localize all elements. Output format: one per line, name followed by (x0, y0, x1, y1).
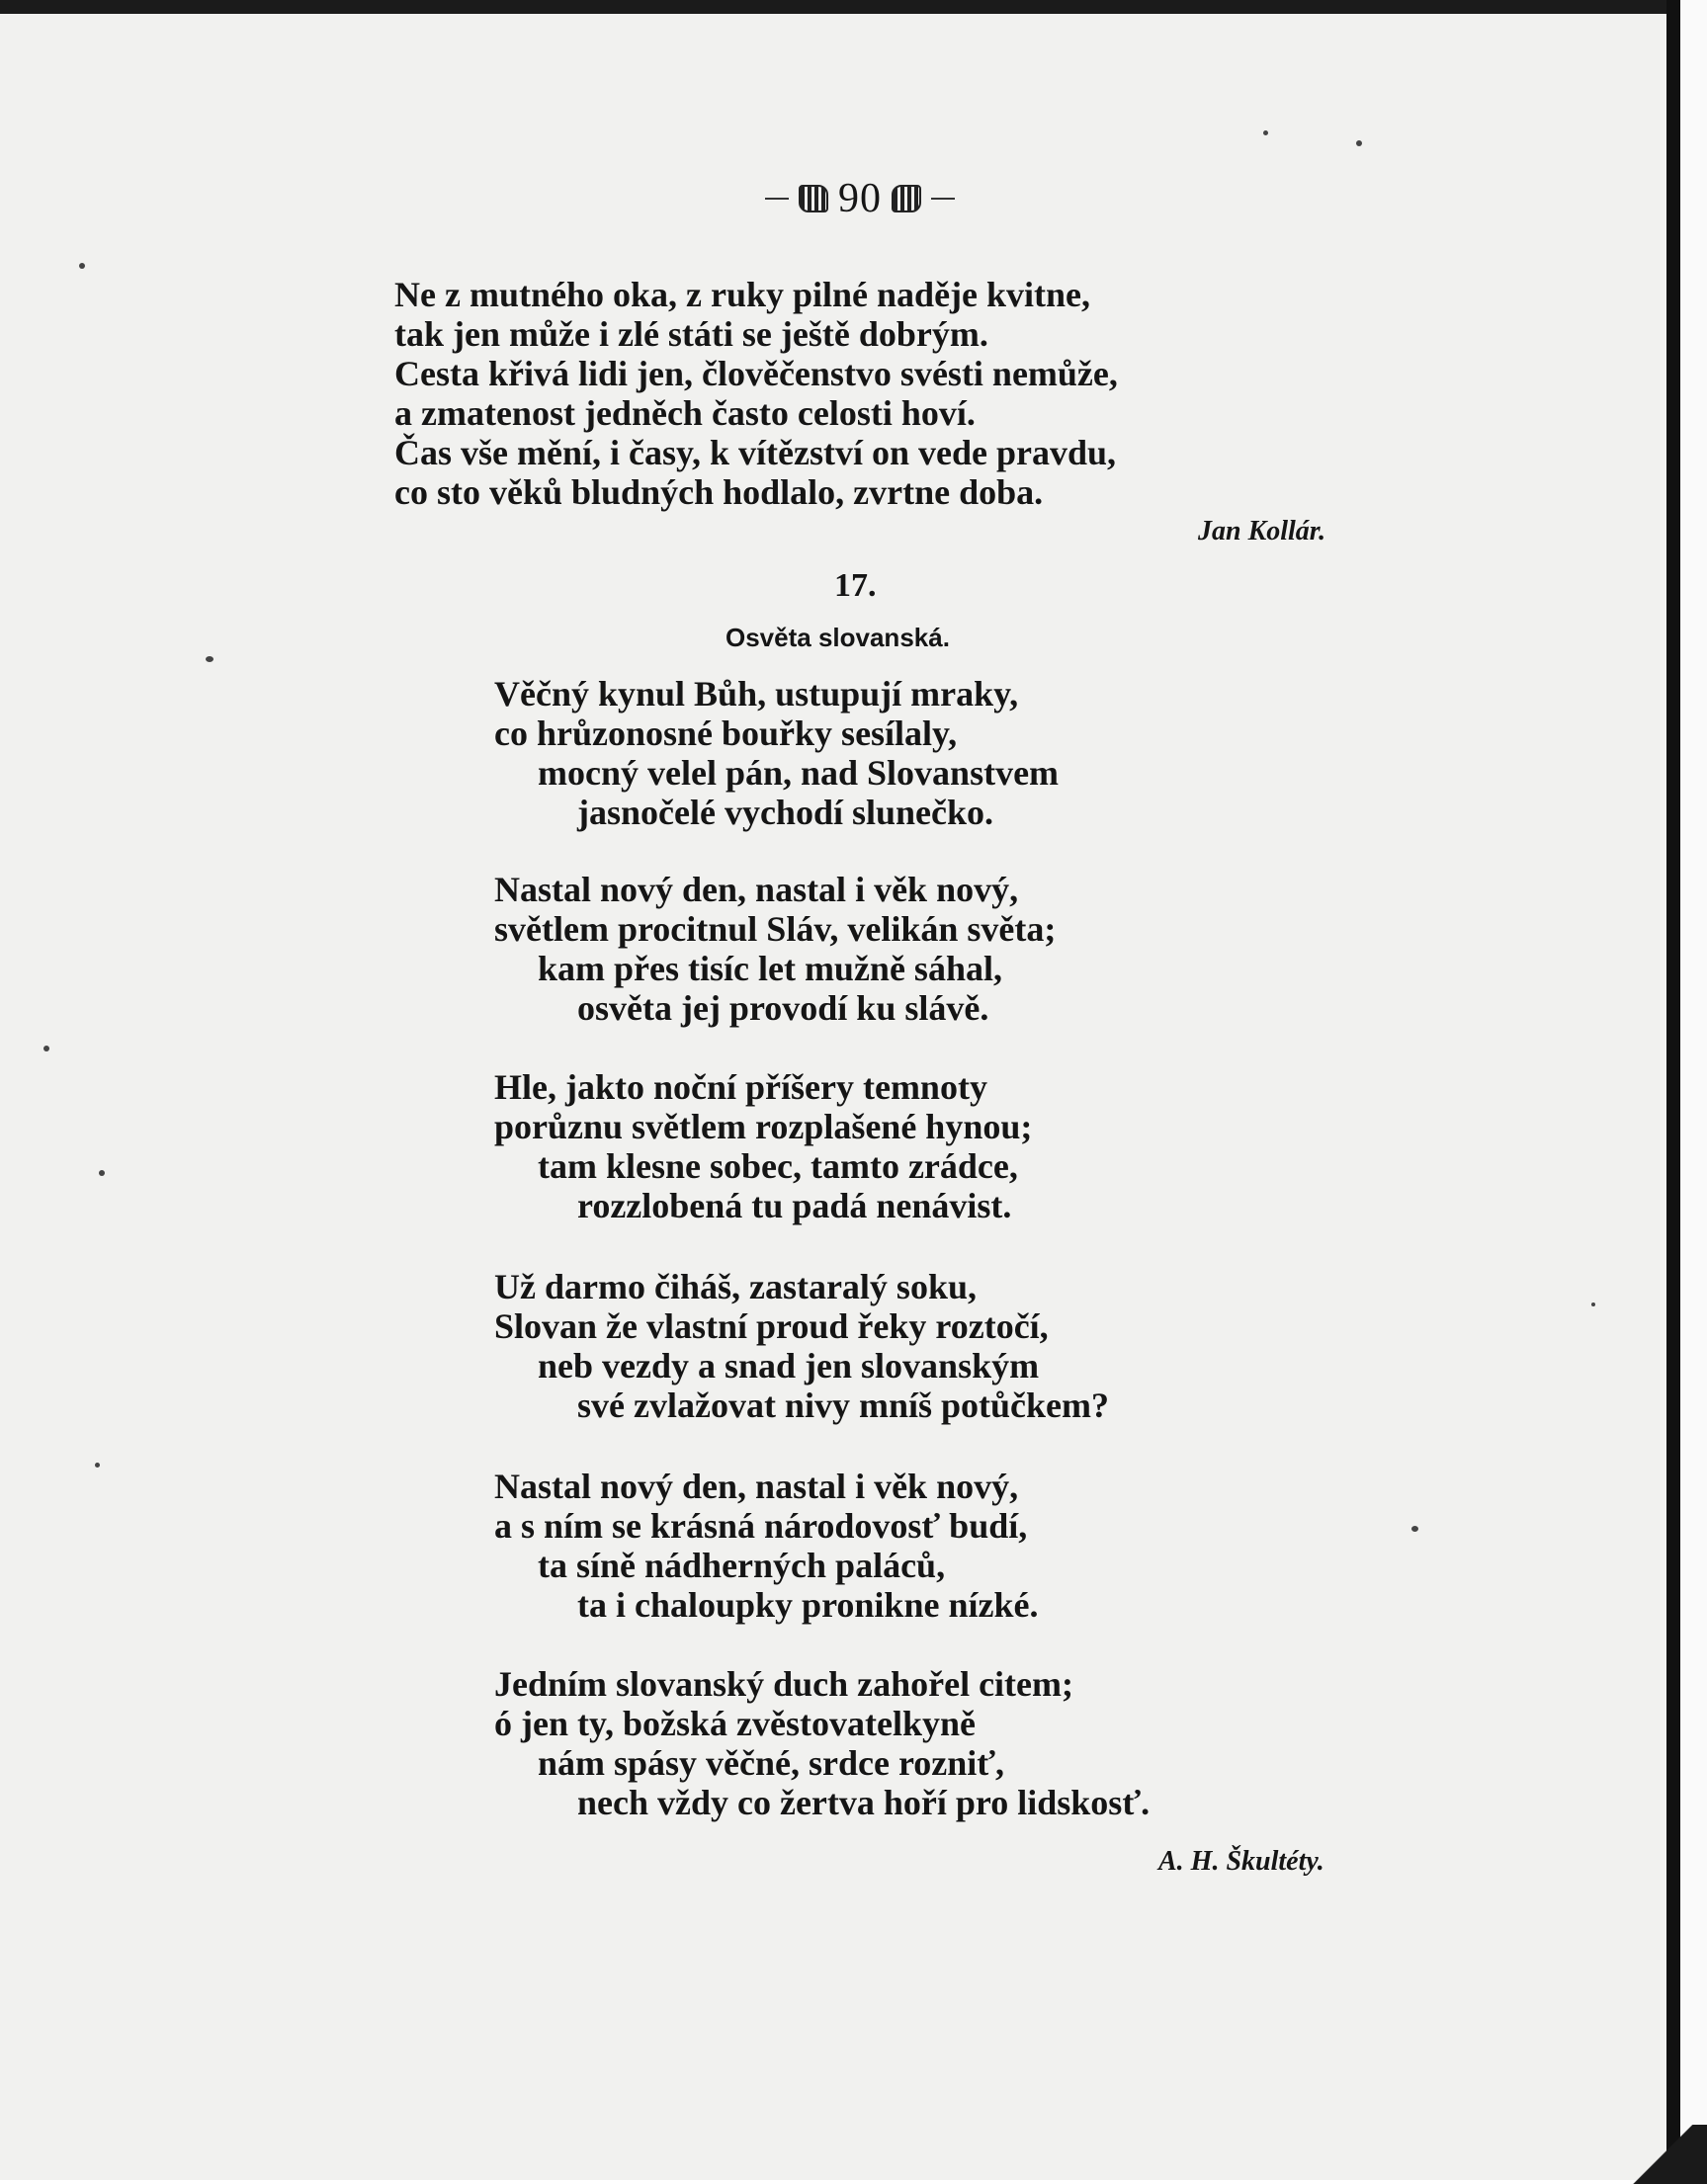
verse-line: rozzlobená tu padá nenávist. (577, 1186, 1012, 1225)
scan-speck (79, 263, 85, 269)
verse-line: neb vezdy a snad jen slovanským (538, 1346, 1040, 1386)
scan-speck (206, 656, 213, 662)
ornament-left-icon (799, 185, 828, 212)
verse-line: co hrůzonosné bouřky sesílaly, (494, 714, 958, 753)
page-header (731, 174, 988, 223)
scan-speck (1356, 140, 1362, 146)
verse-line: co sto věků bludných hodlalo, zvrtne doba. (394, 472, 1044, 512)
verse-line: Nastal nový den, nastal i věk nový, (494, 870, 1019, 909)
verse-line: světlem procitnul Sláv, velikán světa; (494, 909, 1057, 949)
verse-line: Hle, jakto noční příšery temnoty (494, 1067, 987, 1107)
scan-speck (95, 1463, 100, 1468)
verse-line: tam klesne sobec, tamto zrádce, (538, 1146, 1018, 1186)
verse-line: mocný velel pán, nad Slovanstvem (538, 753, 1060, 793)
scan-speck (1411, 1526, 1418, 1532)
verse-line: Nastal nový den, nastal i věk nový, (494, 1467, 1019, 1506)
verse-line: Už darmo čiháš, zastaralý soku, (494, 1267, 977, 1306)
verse-line: kam přes tisíc let mužně sáhal, (538, 949, 1002, 988)
prelude-author: Jan Kollár. (1198, 516, 1326, 546)
verse-line: osvěta jej provodí ku slávě. (577, 988, 989, 1028)
verse-line: Čas vše mění, i časy, k vítězství on vede pravdu, (394, 433, 1117, 472)
scan-speck (43, 1046, 49, 1051)
header-rule-left (765, 198, 789, 200)
verse-line: Ne z mutného oka, z ruky pilné naděje kvitne, (394, 275, 1091, 314)
page-edge-shadow (1666, 0, 1680, 2184)
verse-line: ta síně nádherných paláců, (538, 1546, 946, 1585)
ornament-right-icon (892, 185, 921, 212)
verse-line: tak jen může i zlé státi se ještě dobrým. (394, 314, 988, 354)
scan-speck (1591, 1302, 1595, 1306)
page-corner-shadow (1631, 2125, 1707, 2184)
verse-line: Slovan že vlastní proud řeky roztočí, (494, 1306, 1049, 1346)
page-number: 90 (838, 176, 882, 221)
scan-speck (99, 1170, 105, 1176)
verse-line: nech vždy co žertva hoří pro lidskosť. (577, 1783, 1151, 1822)
verse-line: Jedním slovanský duch zahořel citem; (494, 1664, 1074, 1704)
verse-line: a s ním se krásná národovosť budí, (494, 1506, 1028, 1546)
scan-margin (1680, 0, 1707, 2184)
poem-title: Osvěta slovanská. (725, 623, 950, 652)
verse-line: Věčný kynul Bůh, ustupují mraky, (494, 674, 1019, 714)
verse-line: ta i chaloupky pronikne nízké. (577, 1585, 1039, 1625)
verse-line: své zvlažovat nivy mníš potůčkem? (577, 1386, 1109, 1425)
verse-line: a zmatenost jedněch často celosti hoví. (394, 393, 976, 433)
verse-line: nám spásy věčné, srdce rozniť, (538, 1743, 1005, 1783)
verse-line: jasnočelé vychodí slunečko. (577, 793, 994, 832)
verse-line: Cesta křivá lidi jen, člověčenstvo svésti nemůže, (394, 354, 1118, 393)
poem-author: A. H. Škultéty. (1158, 1846, 1324, 1877)
header-rule-right (931, 198, 955, 200)
verse-line: porůznu světlem rozplašené hynou; (494, 1107, 1033, 1146)
poem-number: 17. (834, 567, 877, 604)
verse-line: ó jen ty, božská zvěstovatelkyně (494, 1704, 976, 1743)
scan-speck (1263, 130, 1268, 135)
